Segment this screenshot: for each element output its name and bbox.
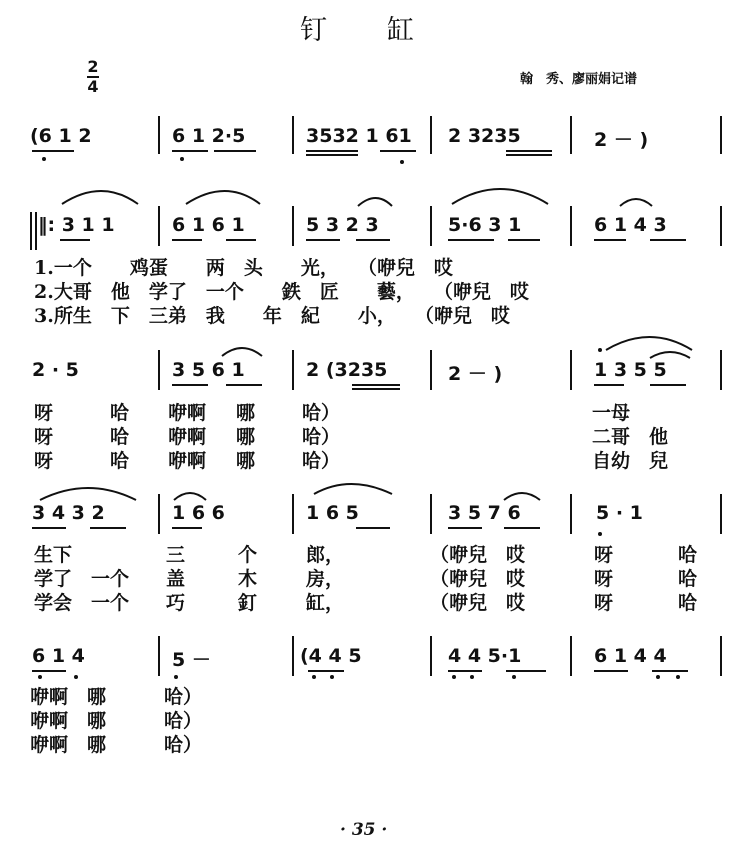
lyric-syllable: 呀	[594, 568, 614, 590]
beam	[172, 384, 208, 386]
lyric-syllable: 呀	[34, 426, 54, 448]
slur	[452, 189, 548, 204]
measure: 5 · 1	[596, 502, 643, 524]
lyric-syllable: 哈）	[164, 734, 203, 756]
beam	[650, 384, 686, 386]
octave-dot	[656, 675, 660, 679]
beam	[650, 239, 686, 241]
time-signature-bottom: 4	[87, 77, 99, 96]
barline	[430, 116, 432, 154]
lyric-syllable: 自幼 兒	[592, 450, 669, 472]
slurs	[0, 470, 750, 520]
measure: 1 6 6	[172, 502, 225, 524]
beam	[90, 527, 126, 529]
beam	[172, 527, 202, 529]
beam	[508, 239, 540, 241]
slur	[504, 493, 540, 500]
lyric-syllable: 哈）	[302, 402, 341, 424]
barline	[720, 116, 722, 154]
octave-dot	[452, 675, 456, 679]
lyric-syllable: 呀	[34, 450, 54, 472]
song-title: 钉 缸	[300, 15, 416, 46]
lyric-syllable: 哪	[236, 402, 256, 424]
measure: 6 1 6 1	[172, 214, 245, 236]
lyric-syllable: 咿啊	[168, 450, 207, 472]
lyric-syllable: （咿兒 哎	[430, 592, 526, 614]
lyric-syllable: 哈	[110, 450, 130, 472]
measure: 3 4 3 2	[32, 502, 105, 524]
measure: 5 －	[172, 649, 211, 671]
measure: 6 1 4	[32, 645, 85, 667]
lyric-syllable: 咿啊 哪	[30, 734, 107, 756]
measure: 3 5 6 1	[172, 359, 245, 381]
lyric-verse-2: 2.大哥 他 学了 一个 鉄 匠 藝， （咿兒 哎	[34, 281, 529, 303]
beam	[352, 388, 400, 390]
lyric-syllable: 哈	[110, 402, 130, 424]
lyric-syllable: 咿啊 哪	[30, 686, 107, 708]
beam	[172, 150, 208, 152]
lyric-syllable: 哈	[678, 568, 698, 590]
barline	[292, 116, 294, 154]
measure: 2 (3235	[306, 359, 388, 381]
beam	[356, 527, 390, 529]
measure: (6 1 2	[30, 125, 92, 147]
lyric-syllable: 二哥 他	[592, 426, 669, 448]
beam	[448, 239, 494, 241]
measure: 2 － )	[448, 363, 503, 385]
measure: 5·6 3 1	[448, 214, 522, 236]
beam	[306, 154, 358, 156]
measure: 5 3 2 3	[306, 214, 379, 236]
slur	[358, 198, 392, 206]
slur	[606, 337, 692, 350]
barline	[158, 116, 160, 154]
lyric-verse-3: 3.所生 下 三弟 我 年 紀 小， （咿兒 哎	[34, 305, 510, 327]
beam	[506, 154, 552, 156]
octave-dot	[512, 675, 516, 679]
beam	[226, 384, 262, 386]
slurs	[0, 326, 750, 376]
lyric-syllable: 个	[238, 544, 258, 566]
octave-dot	[42, 157, 46, 161]
measure: 6 1 2·5	[172, 125, 246, 147]
barline	[158, 636, 160, 676]
lyric-syllable: （咿兒 哎	[430, 544, 526, 566]
lyric-syllable: 学会 一个	[34, 592, 130, 614]
lyric-syllable: 哈	[678, 592, 698, 614]
measure: 6 1 4 3	[594, 214, 667, 236]
slur	[40, 488, 136, 500]
beam	[594, 670, 628, 672]
time-signature	[86, 58, 100, 96]
octave-dot	[676, 675, 680, 679]
beam	[306, 150, 358, 152]
measure: ‖: 3 1 1	[38, 214, 115, 236]
measure: 2 · 5	[32, 359, 79, 381]
beam	[448, 527, 482, 529]
beam	[306, 239, 340, 241]
slur	[314, 484, 392, 494]
measure: 3 5 7 6	[448, 502, 521, 524]
octave-dot	[400, 160, 404, 164]
lyric-syllable: 生下	[34, 544, 73, 566]
lyric-syllable: 咿啊	[168, 426, 207, 448]
lyric-syllable: 哈）	[302, 426, 341, 448]
slur	[186, 191, 260, 204]
lyric-syllable: 缸，	[306, 592, 345, 614]
beam	[356, 239, 390, 241]
time-signature-top: 2	[87, 57, 99, 76]
beam	[32, 670, 66, 672]
beam	[380, 150, 416, 152]
barline	[570, 636, 572, 676]
lyric-syllable: 呀	[34, 402, 54, 424]
barline	[720, 636, 722, 676]
octave-dot	[174, 675, 178, 679]
beam	[652, 670, 688, 672]
measure: 2 3235	[448, 125, 521, 147]
octave-dot	[38, 675, 42, 679]
page-number: · 35 ·	[340, 820, 388, 840]
beam	[32, 527, 66, 529]
measure: 1 3 5 5	[594, 359, 667, 381]
slur	[62, 191, 138, 204]
lyric-syllable: 盖	[166, 568, 186, 590]
lyric-syllable: 木	[238, 568, 258, 590]
lyric-syllable: 哪	[236, 426, 256, 448]
octave-dot	[598, 532, 602, 536]
measure: 1 6 5	[306, 502, 359, 524]
beam	[32, 150, 74, 152]
slur	[620, 199, 652, 206]
octave-dot	[180, 157, 184, 161]
lyric-syllable: 咿啊 哪	[30, 710, 107, 732]
lyric-syllable: 哈	[678, 544, 698, 566]
beam	[448, 670, 482, 672]
slur	[174, 493, 206, 500]
lyric-syllable: 哈	[110, 426, 130, 448]
lyric-syllable: 一母	[592, 402, 631, 424]
slur	[650, 352, 690, 358]
beam	[594, 384, 624, 386]
lyric-syllable: 釘	[238, 592, 258, 614]
measure: 3532 1 61	[306, 125, 412, 147]
lyric-syllable: 哈）	[164, 710, 203, 732]
lyric-syllable: 呀	[594, 592, 614, 614]
lyric-syllable: 哈）	[164, 686, 203, 708]
beam	[60, 239, 90, 241]
slurs	[0, 178, 750, 238]
lyric-verse-1: 1.一个 鸡蛋 两 头 光， （咿兒 哎	[34, 257, 453, 279]
lyric-syllable: 呀	[594, 544, 614, 566]
beam	[506, 150, 552, 152]
beam	[308, 670, 344, 672]
lyric-syllable: 三	[166, 544, 186, 566]
beam	[172, 239, 202, 241]
beam	[594, 239, 626, 241]
barline	[430, 636, 432, 676]
measure: (4 4 5	[300, 645, 362, 667]
slur	[222, 348, 262, 356]
beam	[506, 670, 546, 672]
lyric-syllable: 学了 一个	[34, 568, 130, 590]
beam	[214, 150, 256, 152]
lyric-syllable: 郎，	[306, 544, 345, 566]
measure: 6 1 4 4	[594, 645, 667, 667]
lyric-syllable: 哈）	[302, 450, 341, 472]
lyric-syllable: 哪	[236, 450, 256, 472]
lyric-syllable: （咿兒 哎	[430, 568, 526, 590]
octave-dot	[312, 675, 316, 679]
transcriber-credit: 翰 秀、廖丽娟记谱	[520, 72, 638, 87]
octave-dot	[470, 675, 474, 679]
lyric-syllable: 咿啊	[168, 402, 207, 424]
beam	[504, 527, 540, 529]
lyric-syllable: 巧	[166, 592, 186, 614]
lyric-syllable: 房，	[306, 568, 345, 590]
beam	[226, 239, 256, 241]
barline	[570, 116, 572, 154]
octave-dot	[330, 675, 334, 679]
measure: 2 － )	[594, 129, 649, 151]
octave-dot	[74, 675, 78, 679]
measure: 4 4 5·1	[448, 645, 522, 667]
barline	[292, 636, 294, 676]
beam	[352, 384, 400, 386]
